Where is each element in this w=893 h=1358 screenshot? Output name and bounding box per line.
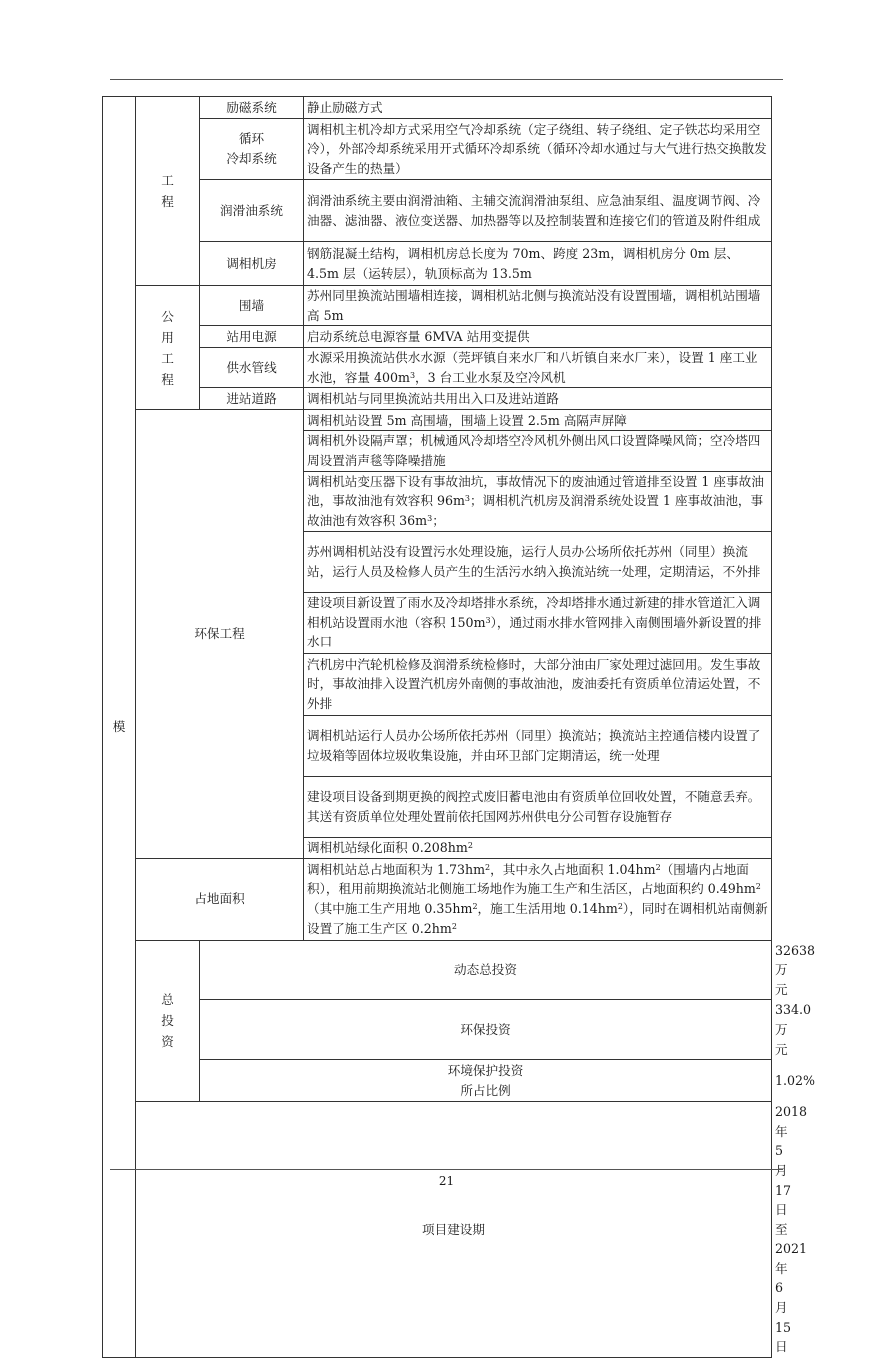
header-rule bbox=[110, 79, 783, 80]
land-label: 占地面积 bbox=[194, 891, 245, 907]
env-measure: 苏州调相机站没有设置污水处理设施，运行人员办公场所依托苏州（同里）换流站，运行人员及检修人员产生的生活污水纳入换流站统一处理，定期清运，不外排 bbox=[304, 531, 772, 592]
label-line: 所占比例 bbox=[460, 1082, 511, 1098]
text-part: 水源采用换流站供水水源（莞坪镇自来水厂和八圻镇自来水厂来），设置 1 座工业水池，容量 400m bbox=[307, 350, 758, 385]
row-text: 启动系统总电源容量 6MVA 站用变提供 bbox=[304, 326, 772, 348]
label-line: 环境保护投资 bbox=[447, 1063, 524, 1079]
row-text: 润滑油系统主要由润滑油箱、主辅交流润滑油泵组、应急油泵组、温度调节阀、冷油器、滤油器、液位变送器、加热器等以及控制装置和连接它们的管道及附件组成 bbox=[304, 180, 772, 242]
row-label: 围墙 bbox=[200, 286, 304, 326]
page-number: 21 bbox=[438, 1174, 455, 1188]
row-text: 调相机主机冷却方式采用空气冷却系统（定子绕组、转子绕组、定子铁芯均采用空冷），外部冷却系统采用开式循环冷却系统（循环冷却水通过与大气进行热交换散发设备产生的热量） bbox=[304, 119, 772, 180]
engineering-group-cell bbox=[136, 97, 200, 286]
env-measure: 调相机站设置 5m 高围墙，围墙上设置 2.5m 高隔声屏障 bbox=[304, 410, 772, 431]
env-measure bbox=[304, 837, 772, 858]
investment-label: 环保投资 bbox=[200, 1000, 772, 1060]
superscript: 2 bbox=[755, 882, 761, 892]
row-label: 润滑油系统 bbox=[200, 180, 304, 242]
public-works-group-label: 公用工程 bbox=[161, 308, 174, 387]
row-label: 供水管线 bbox=[200, 348, 304, 388]
row-text: 调相机站与同里换流站共用出入口及进站道路 bbox=[304, 388, 772, 410]
env-label-cell bbox=[136, 410, 304, 858]
text-part: ；调相机汽机房及润滑系统处设置 1 座事故油池，事故油池有效容积 36m bbox=[307, 493, 764, 528]
text-part: 建设项目新设置了雨水及冷却塔排水系统，冷却塔排水通过新建的排水管道汇入调相机站设置雨水池（容积 150m bbox=[307, 595, 761, 630]
label-line: 冷却系统 bbox=[226, 151, 277, 166]
period-label: 项目建设期 bbox=[136, 1102, 772, 1358]
text-part: ； bbox=[432, 512, 445, 528]
text-part: （其中施工生产用地 0.35hm bbox=[307, 901, 473, 917]
superscript: 3 bbox=[485, 615, 491, 625]
text-part: ，其中永久占地面积 1.04hm bbox=[490, 861, 656, 877]
land-text bbox=[304, 858, 772, 940]
env-label: 环保工程 bbox=[194, 626, 245, 642]
superscript: 2 bbox=[451, 921, 457, 931]
engineering-group-label: 工程 bbox=[161, 173, 174, 209]
text-part: ，施工生活用地 0.14hm bbox=[477, 901, 618, 917]
row-label: 励磁系统 bbox=[200, 97, 304, 119]
row-label: 站用电源 bbox=[200, 326, 304, 348]
row-text bbox=[304, 348, 772, 388]
text-part: ，3 台工业水泵及空冷风机 bbox=[415, 369, 566, 385]
text-part: ），通过雨水排水管网排入南侧围墙外新设置的排水口 bbox=[307, 614, 762, 650]
project-info-table: 模 工程 励磁系统 静止励磁方式 循环 冷却系统 调相机主机冷却方式采用空气冷却系统（定子绕组、转子绕组、定子铁芯均采用空冷），外部冷却系统采用开式循环冷却系统（循环冷却水通过与大气进行热交换散发设备产生的热量） 润滑油系统 润滑油系统主要由润滑油箱、主辅交流润滑油泵组、应急油泵组、温度调节阀、冷油器、滤油器、液位变送器、加热器等以及控制装置和连接它们的管道及附件组成 调相机房 钢筋混凝土结构，调相机房总长度为 70m、跨度 23m，调相机房分 0m 层、4.5m 层（运转层），轨顶标高为 13.5m 公用工程 围墙 苏州同里换流站围墙相连接，调相机站北侧与换流站没有设置围墙，调相机站围墙高 5m 站用电源 启动系统总电源容量 6MVA 站用变提供 供水管线 水源采用换流站供水水源（莞坪镇自来水厂和八圻镇自来水厂来），设置 1 座工业水池，容量 $400m^3$，3 台工业水泵及空冷风机 进站道路 调相机站与同里换流站共用出入口及进站道路 环保工程 调相机站设置 5m 高围墙，围墙上设置 2.5m 高隔声屏障 调相机外设隔声罩；机械通风冷却塔空冷风机外侧出风口设置降噪风筒；空冷塔四周设置消声毯等降噪措施 调相机站变压器下设有事故油坑，事故情况下的废油通过管道排至设置 1 座事故油池，事故油池有效容积 $96m^3$；调相机汽机房及润滑系统处设置 1 座事故油池，事故油池有效容积 $36m^3$； 苏州调相机站没有设置污水处理设施，运行人员办公场所依托苏州（同里）换流站，运行人员及检修人员产生的生活污水纳入换流站统一处理，定期清运，不外排 建设项目新设置了雨水及冷却塔排水系统，冷却塔排水通过新建的排水管道汇入调相机站设置雨水池（容积 $150m^3$），通过雨水排水管网排入南侧围墙外新设置的排水口 汽机房中汽轮机检修及润滑系统检修时，大部分油由厂家处理过滤回用。发生事故时，事故油排入设置汽机房外南侧的事故油池，废油委托有资质单位清运处置，不外排 调相机站运行人员办公场所依托苏州（同里）换流站；换流站主控通信楼内设置了垃圾箱等固体垃圾收集设施，并由环卫部门定期清运，统一处理 建设项目设备到期更换的阀控式废旧蓄电池由有资质单位回收处置，不随意丢弃。其送有资质单位处理处置前依托国网苏州供电分公司暂存设施暂存 调相机站绿化面积 $0.208hm^2$ 占地面积 调相机站总占地面积为 $1.73hm^2$，其中永久占地面积 $1.04hm^2$（围墙内占地面积），租用前期换流站北侧施工场地作为施工生产和生活区，占地面积约 $0.49hm^2$（其中施工生产用地 $0.35hm^2$，施工生活用地 $0.14hm^2$），同时在调相机站南侧新设置了施工生产区 $0.2hm^2$ 总投资 动态总投资 32638 万元 环保投资 334.0 万元 环境保护投资 所占比例 1.02% 项目建设期 2018 年 5 月 17 日至 2021 年 6 月 15 日 bbox=[102, 96, 772, 1358]
row-text: 苏州同里换流站围墙相连接，调相机站北侧与换流站没有设置围墙，调相机站围墙高 5m bbox=[304, 286, 772, 326]
land-label-cell bbox=[136, 858, 304, 940]
env-measure: 建设项目设备到期更换的阀控式废旧蓄电池由有资质单位回收处置，不随意丢弃。其送有资质单位处理处置前依托国网苏州供电分公司暂存设施暂存 bbox=[304, 776, 772, 837]
superscript: 3 bbox=[409, 370, 416, 380]
text-part: （围墙内占地面积），租用前期换流站北侧施工场地作为施工生产和生活区，占地面积约 0.49hm bbox=[307, 861, 756, 897]
row-text: 钢筋混凝土结构，调相机房总长度为 70m、跨度 23m，调相机房分 0m 层、4.5m 层（运转层），轨顶标高为 13.5m bbox=[304, 242, 772, 286]
env-measure bbox=[304, 471, 772, 531]
row-text: 静止励磁方式 bbox=[304, 97, 772, 119]
investment-label: 动态总投资 bbox=[200, 940, 772, 1000]
superscript: 2 bbox=[485, 862, 491, 872]
env-measure: 调相机外设隔声罩；机械通风冷却塔空冷风机外侧出风口设置降噪风筒；空冷塔四周设置消声毯等降噪措施 bbox=[304, 431, 772, 471]
superscript: 2 bbox=[472, 902, 478, 912]
section-label: 模 bbox=[112, 719, 126, 735]
text-part: 调相机站变压器下设有事故油坑，事故情况下的废油通过管道排至设置 1 座事故油池，事故油池有效容积 96m bbox=[307, 473, 764, 509]
superscript: 2 bbox=[655, 862, 661, 872]
label-line: 循环 bbox=[238, 131, 265, 147]
investment-label bbox=[200, 1060, 772, 1102]
row-label: 进站道路 bbox=[200, 388, 304, 410]
env-measure: 汽机房中汽轮机检修及润滑系统检修时，大部分油由厂家处理过滤回用。发生事故时，事故油排入设置汽机房外南侧的事故油池，废油委托有资质单位清运处置，不外排 bbox=[304, 653, 772, 715]
footer-rule bbox=[110, 1169, 783, 1170]
text-part: ），同时在调相机站南侧新设置了施工生产区 0.2hm bbox=[307, 901, 768, 936]
superscript: 2 bbox=[617, 902, 623, 912]
public-works-group-cell bbox=[136, 286, 200, 410]
row-label: 调相机房 bbox=[200, 242, 304, 286]
investment-group-label: 总投资 bbox=[161, 992, 174, 1050]
row-label bbox=[200, 119, 304, 180]
investment-group-cell bbox=[136, 940, 200, 1102]
text-part: 调相机站绿化面积 0.208hm bbox=[307, 839, 468, 855]
env-measure bbox=[304, 592, 772, 653]
superscript: 2 bbox=[467, 840, 473, 850]
superscript: 3 bbox=[427, 513, 433, 523]
text-part: 调相机站总占地面积为 1.73hm bbox=[307, 861, 486, 877]
env-measure: 调相机站运行人员办公场所依托苏州（同里）换流站；换流站主控通信楼内设置了垃圾箱等固体垃圾收集设施，并由环卫部门定期清运，统一处理 bbox=[304, 715, 772, 776]
superscript: 3 bbox=[464, 494, 471, 504]
